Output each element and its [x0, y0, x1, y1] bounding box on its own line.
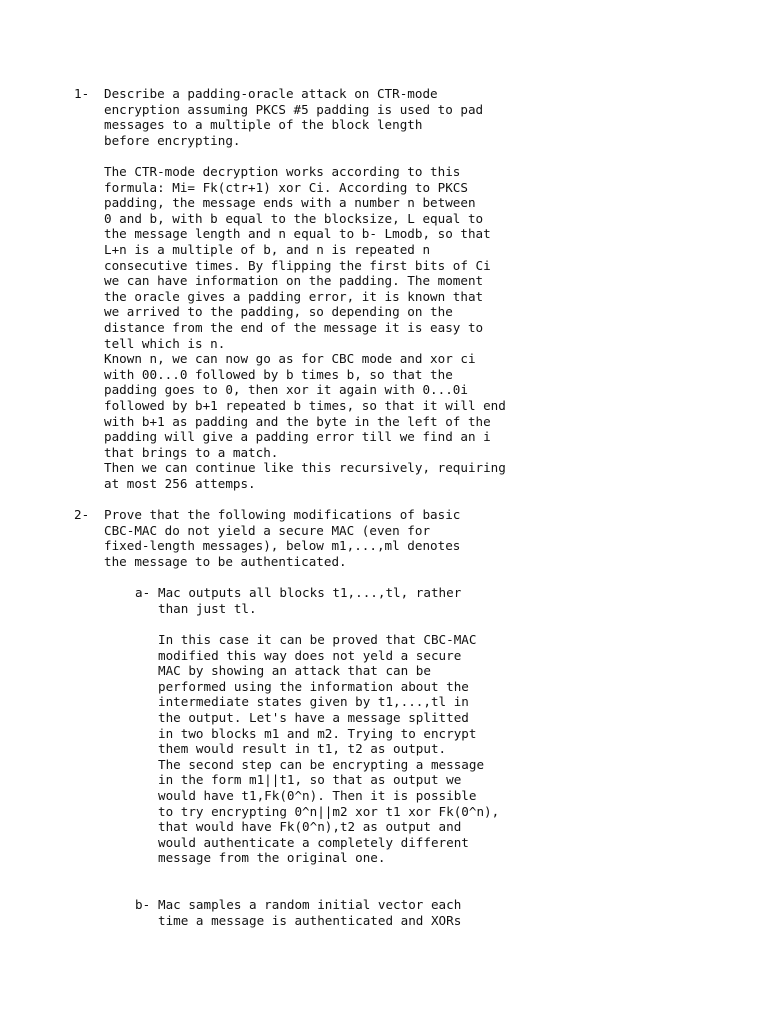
text-line: formula: Mi= Fk(ctr+1) xor Ci. According to PKCS — [104, 179, 468, 195]
text-line: the message to be authenticated. — [104, 553, 347, 569]
text-line: would authenticate a completely different — [158, 834, 469, 850]
text-line: padding will give a padding error till we find an i — [104, 429, 491, 445]
text-line: we arrived to the padding, so depending on the — [104, 304, 453, 320]
text-line: The CTR-mode decryption works according to this — [104, 164, 461, 179]
text-line: in the form m1||t1, so that as output we — [158, 772, 462, 788]
text-line: consecutive times. By flipping the first bits of Ci — [104, 257, 491, 273]
text-line: MAC by showing an attack that can be — [158, 663, 431, 679]
text-line: intermediate states given by t1,...,tl in — [158, 694, 469, 710]
text-line: Describe a padding-oracle attack on CTR-mode — [104, 86, 438, 101]
text-line: the oracle gives a padding error, it is known that — [104, 288, 484, 304]
text-line: modified this way does not yeld a secure — [158, 647, 462, 663]
question-1-number: 1- — [74, 86, 90, 101]
text-line: would have t1,Fk(0^n). Then it is possible — [158, 788, 477, 803]
text-line: than just tl. — [158, 600, 257, 616]
text-line: Mac samples a random initial vector each — [158, 897, 462, 912]
sub-question-b-label: b- — [135, 897, 151, 912]
text-line: them would result in t1, t2 as output. — [158, 741, 447, 757]
text-line: Mac outputs all blocks t1,...,tl, rather — [158, 585, 462, 600]
text-line: performed using the information about the — [158, 678, 469, 694]
text-line: distance from the end of the message it is easy to — [104, 320, 484, 335]
text-line: fixed-length messages), below m1,...,ml denotes — [104, 538, 461, 554]
text-line: In this case it can be proved that CBC-MAC — [158, 632, 477, 647]
text-line: in two blocks m1 and m2. Trying to encrypt — [158, 725, 477, 741]
text-line: the output. Let's have a message splitted — [158, 710, 469, 725]
text-line: L+n is a multiple of b, and n is repeated n — [104, 242, 431, 257]
text-line: 0 and b, with b equal to the blocksize, L equal to — [104, 210, 484, 226]
text-line: encryption assuming PKCS #5 padding is used to pad — [104, 101, 484, 117]
text-line: that brings to a match. — [104, 444, 279, 460]
text-line: followed by b+1 repeated b times, so that it will end — [104, 398, 506, 413]
question-2-number: 2- — [74, 507, 90, 522]
text-line: at most 256 attemps. — [104, 476, 256, 491]
text-line: that would have Fk(0^n),t2 as output and — [158, 819, 462, 835]
text-line: Then we can continue like this recursively, requiring — [104, 460, 506, 476]
text-line: tell which is n. — [104, 335, 226, 351]
text-line: padding, the message ends with a number n between — [104, 195, 476, 211]
text-line: before encrypting. — [104, 132, 241, 148]
text-line: padding goes to 0, then xor it again with 0...0i — [104, 382, 468, 398]
text-line: to try encrypting 0^n||m2 xor t1 xor Fk(0^n), — [158, 803, 500, 819]
text-line: with b+1 as padding and the byte in the left of the — [104, 413, 491, 429]
text-line: time a message is authenticated and XORs — [158, 912, 462, 928]
text-line: message from the original one. — [158, 850, 386, 866]
text-line: messages to a multiple of the block length — [104, 117, 423, 133]
sub-question-a-label: a- — [135, 585, 151, 600]
text-line: we can have information on the padding. The moment — [104, 273, 484, 289]
text-line: Known n, we can now go as for CBC mode and xor ci — [104, 351, 476, 367]
text-line: the message length and n equal to b- Lmodb, so that — [104, 226, 491, 242]
text-line: Prove that the following modifications of basic — [104, 507, 461, 522]
text-line: CBC-MAC do not yield a secure MAC (even for — [104, 522, 431, 538]
text-line: The second step can be encrypting a message — [158, 756, 485, 772]
text-line: with 00...0 followed by b times b, so that the — [104, 366, 453, 382]
